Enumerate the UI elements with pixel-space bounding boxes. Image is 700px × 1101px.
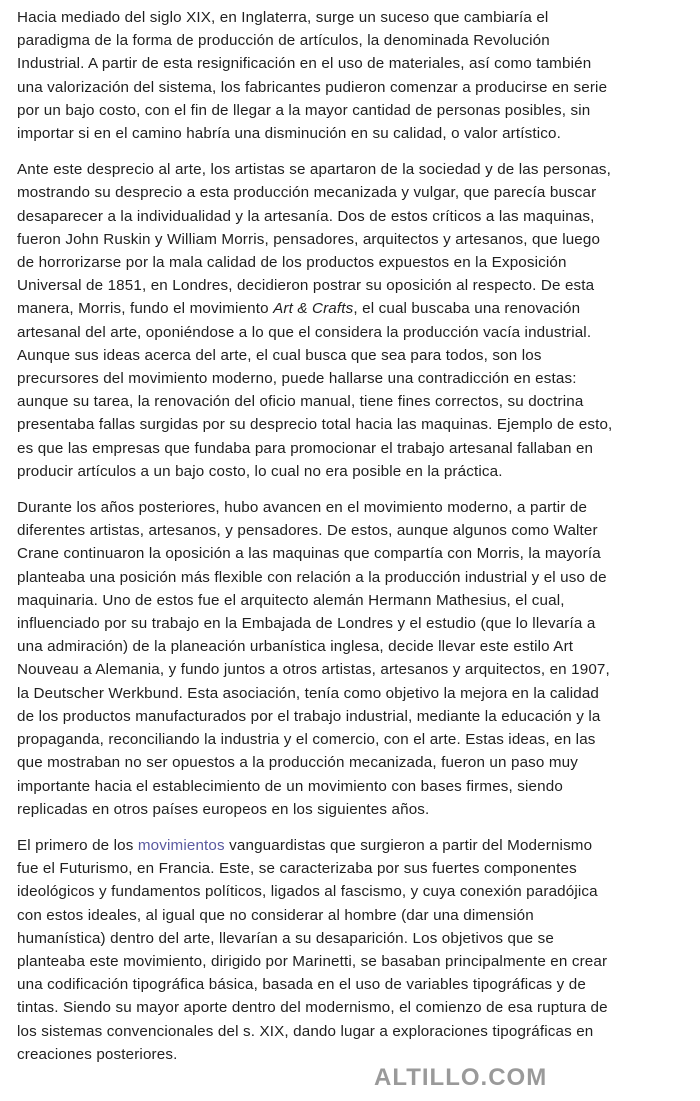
text-line: una codificación tipográfica básica, basada en el uso de variables tipográficas y de bbox=[17, 976, 586, 994]
text-line: Ante este desprecio al arte, los artistas se apartaron de la sociedad y de las personas, bbox=[17, 161, 612, 179]
text-line: importar si en el camino habría una disminución en su calidad, o valor artístico. bbox=[17, 125, 561, 143]
text-line: una valorización del sistema, los fabricantes pudieron comenzar a producirse en serie bbox=[17, 78, 608, 96]
text-line: Universal de 1851, en Londres, decidieron postrar su oposición al respecto. De esta bbox=[17, 277, 595, 295]
text-line: diferentes artistas, artesanos, y pensadores. De estos, aunque algunos como Walter bbox=[17, 522, 598, 540]
text-line: Hacia mediado del siglo XIX, en Inglaterra, surge un suceso que cambiaría el bbox=[17, 9, 549, 26]
watermark-logo: ALTILLO.COM bbox=[374, 1064, 548, 1091]
movimientos-link[interactable]: movimientos bbox=[137, 836, 225, 854]
text-line: una admiración) de la planeación urbanística inglesa, decide llevar este estilo Art bbox=[17, 638, 574, 656]
text-line: con estos ideales, al igual que no considerar al hombre (dar una dimensión bbox=[17, 906, 534, 924]
text-line: Industrial. A partir de esta resignificación en el uso de materiales, así como también bbox=[17, 55, 592, 73]
text-line: fueron John Ruskin y William Morris, pensadores, arquitectos y artesanos, que luego bbox=[17, 230, 601, 248]
paragraph-2 bbox=[17, 158, 685, 483]
text-line: Crane continuaron la oposición a las maquinas que compartía con Morris, la mayoría bbox=[17, 545, 601, 563]
text-line: ideológicos y fundamentos políticos, ligados al fascismo, y cuya conexión paradójica bbox=[17, 883, 598, 901]
text-line: fue el Futurismo, en Francia. Este, se caracterizaba por sus fuertes componentes bbox=[17, 860, 577, 878]
text-line-with-link: El primero de los movimientos vanguardistas que surgieron a partir del Modernismo bbox=[17, 836, 593, 854]
text-line: propaganda, reconciliando la industria y el comercio, con el arte. Estas ideas, en las bbox=[17, 731, 596, 749]
text-line: planteaba este movimiento, dirigido por Marinetti, se basaban principalmente en crear bbox=[17, 952, 608, 970]
paragraph-1 bbox=[17, 6, 685, 145]
text-line: creaciones posteriores. bbox=[17, 1045, 178, 1063]
text-line: replicadas en otros países europeos en los siguientes años. bbox=[17, 800, 430, 818]
text-line: Nouveau a Alemania, y fundo juntos a otros artistas, artesanos y arquitectos, en 1907, bbox=[17, 661, 610, 679]
text-line: aunque su tarea, la renovación del oficio manual, tiene fines correctos, su doctrina bbox=[17, 393, 584, 411]
text-line: tintas. Siendo su mayor aporte dentro del modernismo, el comienzo de esa ruptura de bbox=[17, 999, 608, 1017]
text-line: mostrando su desprecio a esta producción mecanizada y vulgar, que parecía buscar bbox=[17, 184, 597, 202]
text-line: precursores del movimiento moderno, puede hallarse una contradicción en estas: bbox=[17, 370, 577, 388]
text-line: producir artículos a un bajo costo, lo cual no era posible en la práctica. bbox=[17, 462, 503, 480]
text-line: de los productos manufacturados por el trabajo industrial, mediante la educación y la bbox=[17, 707, 601, 725]
text-line: los sistemas convencionales del s. XIX, dando lugar a exploraciones tipográficas en bbox=[17, 1022, 594, 1040]
text-line: importante hacia el establecimiento de un movimiento con bases firmes, siendo bbox=[17, 777, 563, 795]
text-line: por un bajo costo, con el fin de llegar a la mayor cantidad de personas posibles, sin bbox=[17, 101, 591, 119]
text-line: paradigma de la forma de producción de artículos, la denominada Revolución bbox=[17, 32, 550, 50]
text-line: es que las empresas que fundaba para promocionar el trabajo artesanal fallaban en bbox=[17, 439, 594, 457]
text-line: de horrorizarse por la mala calidad de los productos expuestos en la Exposición bbox=[17, 254, 567, 272]
text-line: desaparecer a la individualidad y la artesanía. Dos de estos críticos a las maquinas, bbox=[17, 207, 595, 225]
text-line: Aunque sus ideas acerca del arte, el cual busca que sea para todos, son los bbox=[17, 346, 542, 364]
text-line: la Deutscher Werkbund. Esta asociación, tenía como objetivo la mejora en la calidad bbox=[17, 684, 600, 702]
text-line: Durante los años posteriores, hubo avancen en el movimiento moderno, a partir de bbox=[17, 499, 588, 517]
text-line: que mostraban no ser opuestos a la producción mecanizada, fueron un paso muy bbox=[17, 754, 579, 772]
text-line: humanística) dentro del arte, llevarían a su desaparición. Los objetivos que se bbox=[17, 929, 554, 947]
paragraph-4 bbox=[17, 834, 685, 1066]
article-body bbox=[17, 6, 685, 1079]
paragraph-3 bbox=[17, 496, 685, 821]
text-line-with-italic-term: manera, Morris, fundo el movimiento Art & Crafts, el cual buscaba una renovación bbox=[17, 300, 581, 318]
text-line: planteaba una posición más flexible con relación a la producción industrial y el uso de bbox=[17, 568, 607, 586]
text-line: influenciado por su trabajo en la Embajada de Londres y el estudio (que lo llevaría a bbox=[17, 615, 596, 633]
italic-term: Art & Crafts bbox=[273, 300, 354, 318]
text-line: maquinaria. Uno de estos fue el arquitecto alemán Hermann Mathesius, el cual, bbox=[17, 591, 565, 609]
text-line: presentaba fallas surgidas por su desprecio total hacia las maquinas. Ejemplo de esto, bbox=[17, 416, 613, 434]
text-line: artesanal del arte, oponiéndose a lo que el considera la producción vacía industrial. bbox=[17, 323, 592, 341]
